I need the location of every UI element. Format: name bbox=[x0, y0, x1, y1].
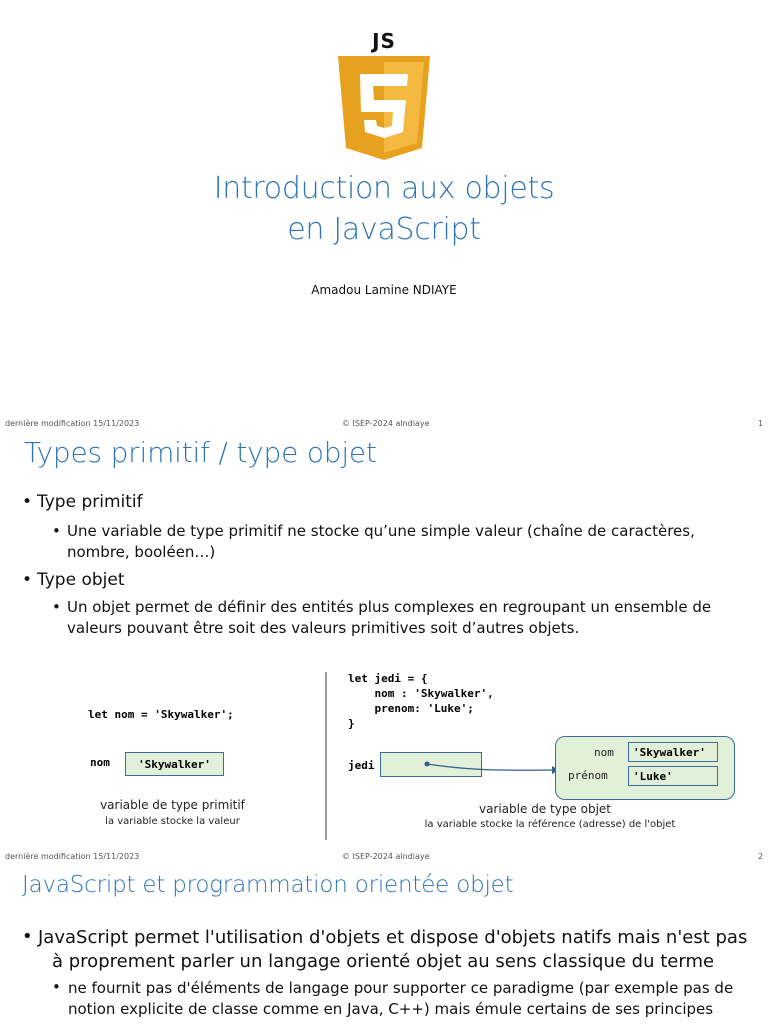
html5-js-logo bbox=[336, 28, 432, 162]
caption-primitive: variable de type primitif bbox=[100, 798, 245, 812]
code-object-line-2: nom : 'Skywalker', bbox=[348, 687, 494, 700]
sub-bullet-line-1: Un objet permet de définir des entités plus complexes en regroupant un ensemble de bbox=[67, 598, 712, 616]
logo-badge-text: JS bbox=[372, 29, 396, 53]
sub-bullet-dot: • bbox=[52, 978, 61, 996]
sub-bullet-dot: • bbox=[52, 598, 61, 616]
sub-bullet-line-2: valeurs pouvant être soit des valeurs primitives soit d’autres objets. bbox=[67, 619, 580, 637]
code-object-line-3: prenom: 'Luke'; bbox=[348, 702, 474, 715]
footer-copyright: © ISEP-2024 alndiaye bbox=[342, 852, 430, 861]
variable-label-nom: nom bbox=[90, 756, 110, 769]
author-name: Amadou Lamine NDIAYE bbox=[311, 283, 457, 297]
caption-primitive-detail: la variable stocke la valeur bbox=[105, 816, 240, 827]
bullet-dot: • bbox=[22, 926, 33, 947]
caption-object-detail: la variable stocke la référence (adresse) de l'objet bbox=[424, 819, 676, 830]
bullet-type-primitif: Type primitif bbox=[37, 492, 143, 512]
logo-digit: 5 bbox=[384, 28, 385, 29]
variable-label-jedi: jedi bbox=[348, 759, 375, 772]
footer-modification-date: dernière modification 15/11/2023 bbox=[5, 419, 140, 428]
field-value-prenom: 'Luke' bbox=[633, 769, 673, 783]
code-object-line-1: let jedi = { bbox=[348, 672, 428, 685]
bullet-dot: • bbox=[22, 570, 33, 590]
footer-page-number: 1 bbox=[758, 419, 764, 428]
slide-title-line-2: en JavaScript bbox=[287, 212, 481, 247]
caption-object: variable de type objet bbox=[478, 802, 612, 816]
sub-bullet-line-1: ne fournit pas d'éléments de langage pour supporter ce paradigme (par exemple pas de bbox=[68, 979, 734, 997]
diagram-divider bbox=[325, 672, 327, 840]
bullet-line-2: à proprement parler un langage orienté objet au sens classique du terme bbox=[52, 951, 715, 972]
slide-title: Types primitif / type objet bbox=[24, 436, 377, 469]
primitive-value: 'Skywalker' bbox=[138, 757, 211, 771]
sub-bullet-line-1: Une variable de type primitif ne stocke qu’une simple valeur (chaîne de caractères, bbox=[67, 522, 695, 540]
field-value-nom: 'Skywalker' bbox=[633, 745, 706, 759]
field-value-box-prenom bbox=[628, 766, 718, 786]
code-primitive: let nom = 'Skywalker'; bbox=[88, 708, 234, 721]
primitive-value-box bbox=[125, 752, 224, 776]
sub-bullet-line-2: notion explicite de classe comme en Java, C++) mais émule certains de ses principes bbox=[68, 1000, 714, 1018]
bullet-dot: • bbox=[22, 492, 33, 512]
reference-arrow bbox=[420, 755, 560, 785]
footer-copyright: © ISEP-2024 alndiaye bbox=[342, 419, 430, 428]
footer-modification-date: dernière modification 15/11/2023 bbox=[5, 852, 140, 861]
field-value-box-nom bbox=[628, 742, 718, 762]
slide-title: JavaScript et programmation orientée objet bbox=[22, 872, 514, 898]
sub-bullet-line-2: nombre, booléen…) bbox=[67, 543, 216, 561]
field-label-prenom: prénom bbox=[568, 769, 608, 782]
footer-page-number: 2 bbox=[758, 852, 764, 861]
code-object-line-4: } bbox=[348, 717, 355, 730]
field-label-nom: nom bbox=[594, 746, 614, 759]
slide-title-line-1: Introduction aux objets bbox=[213, 171, 555, 206]
sub-bullet-dot: • bbox=[52, 522, 61, 540]
bullet-line-1: JavaScript permet l'utilisation d'objets et dispose d'objets natifs mais n'est pas bbox=[38, 927, 748, 948]
bullet-type-objet: Type objet bbox=[37, 570, 125, 590]
